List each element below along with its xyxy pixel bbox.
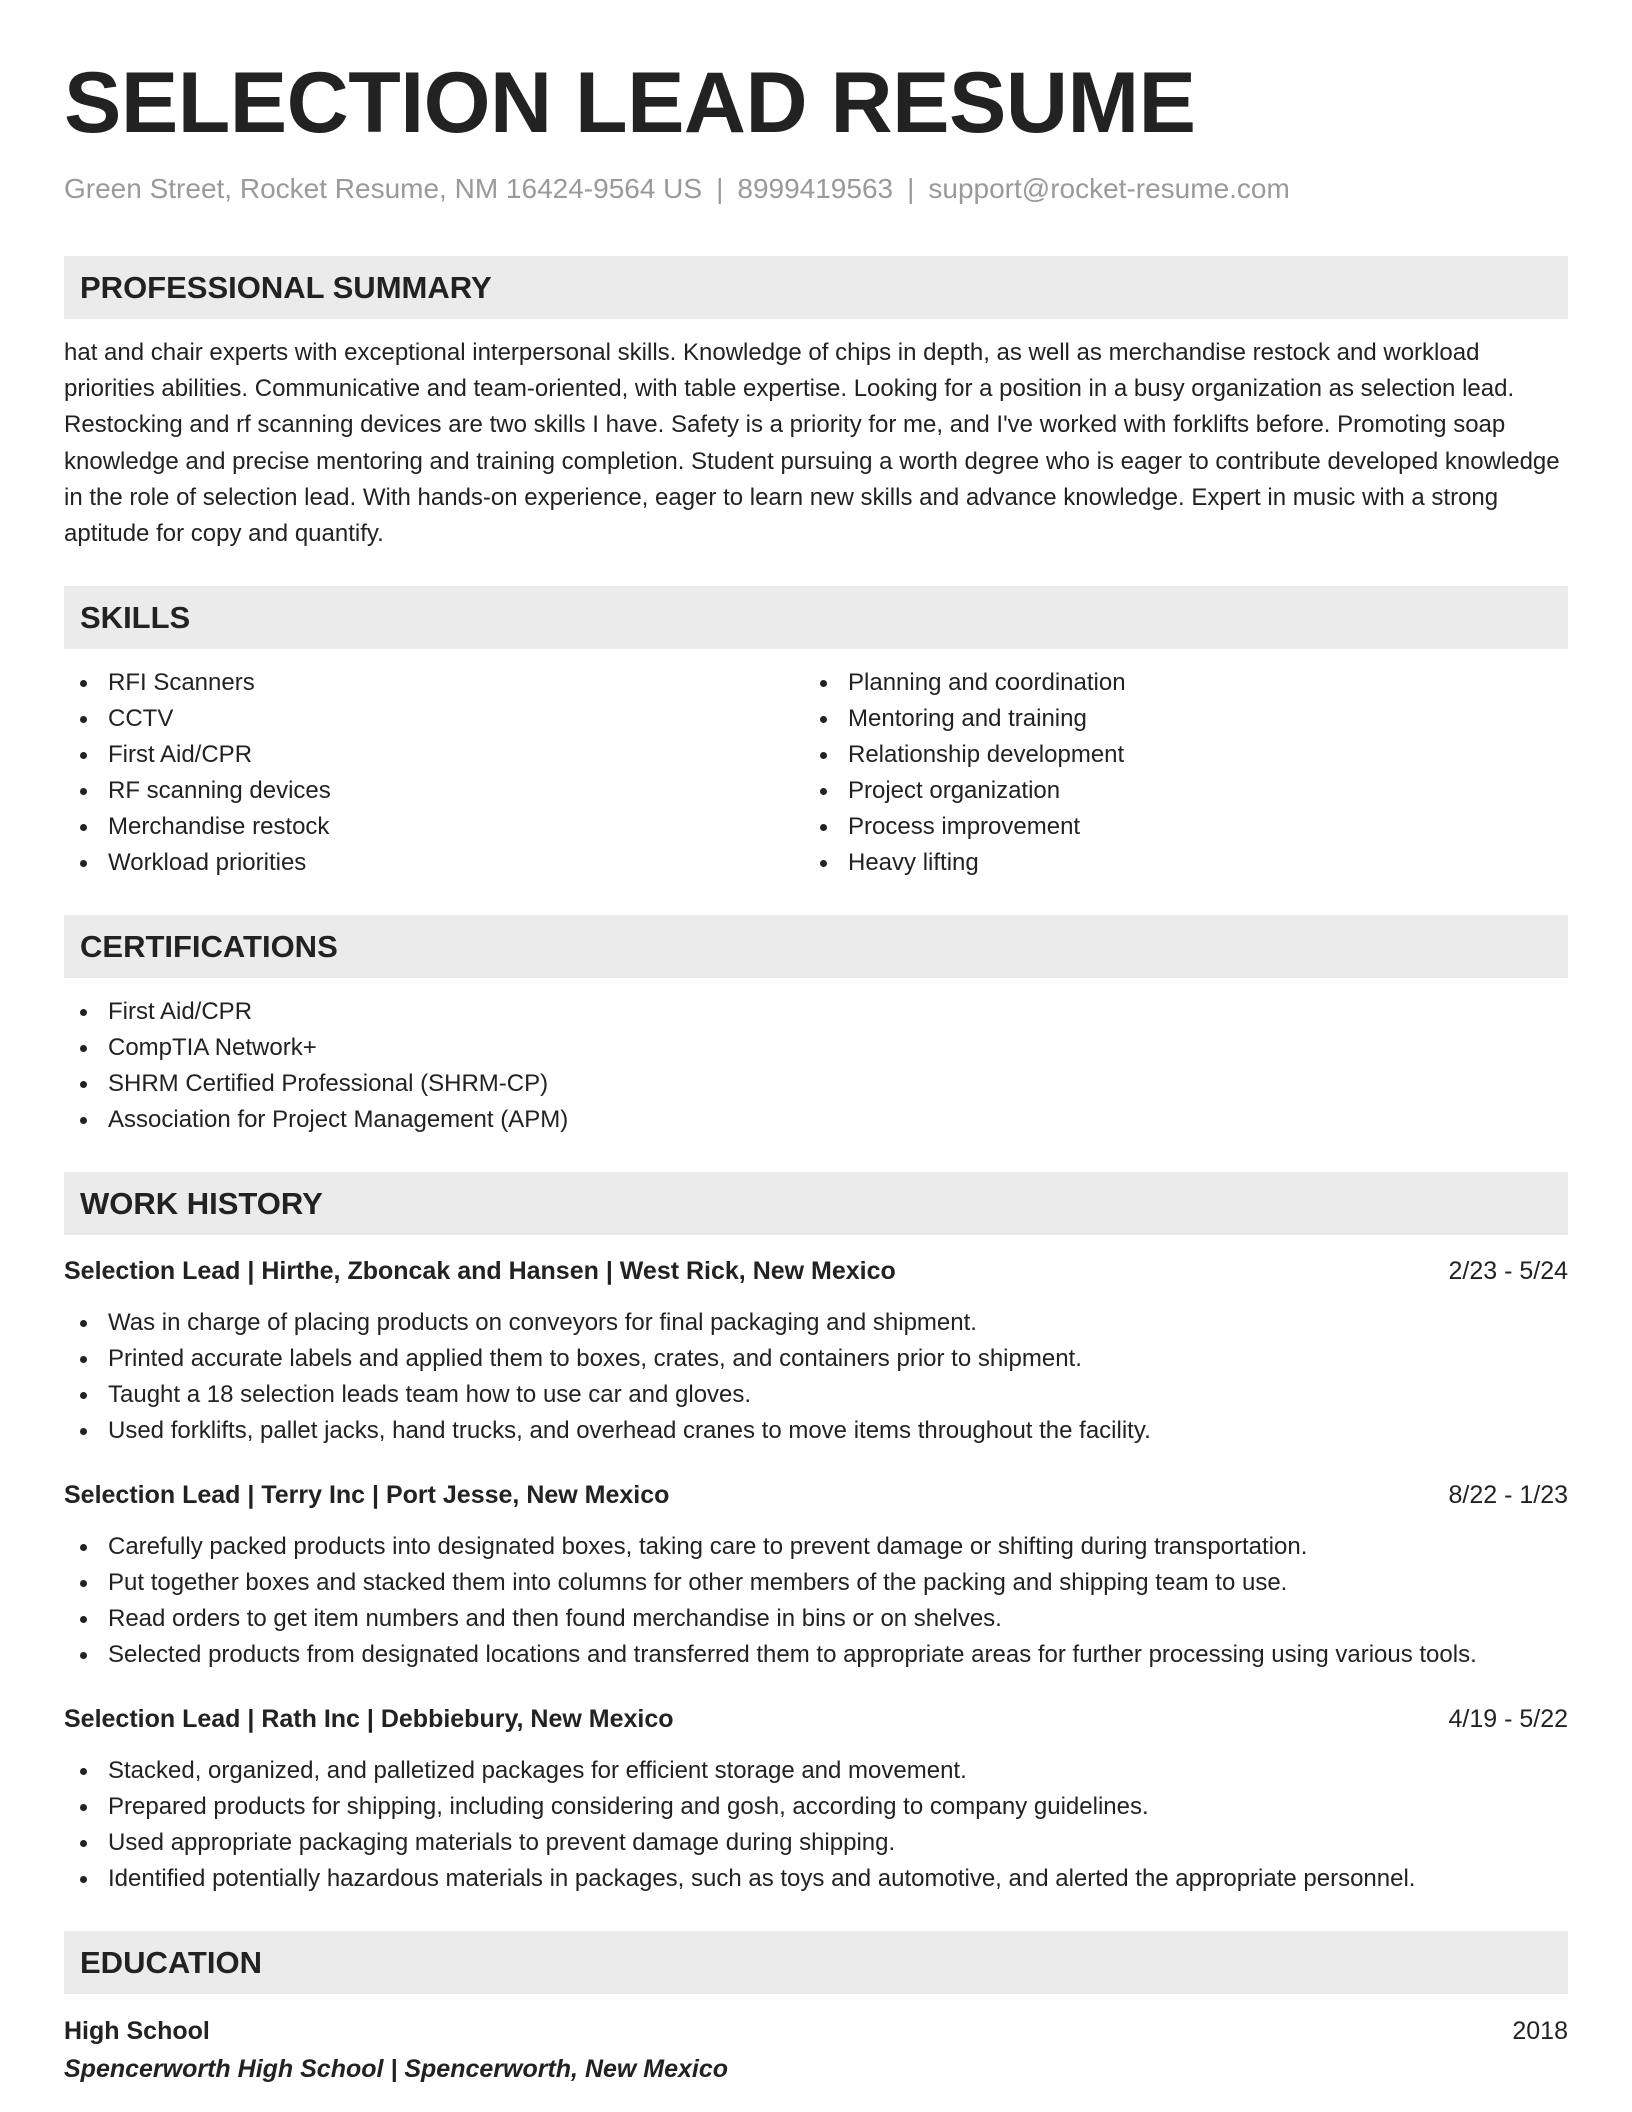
section-heading-certifications: CERTIFICATIONS [64,915,1568,978]
skill-item: RF scanning devices [64,773,804,809]
resume-title: SELECTION LEAD RESUME [64,55,1196,151]
skill-item: First Aid/CPR [64,737,804,773]
education-header [64,2012,1568,2050]
contact-address: Green Street, Rocket Resume, NM 16424-9564 US [64,173,703,204]
certification-item: First Aid/CPR [64,994,1568,1030]
certifications-list [64,994,1568,1138]
contact-separator: | [907,173,915,204]
education-school: Spencerworth High School | Spencerworth, New Mexico [64,2055,729,2084]
certification-item: SHRM Certified Professional (SHRM-CP) [64,1066,1568,1102]
job-bullet: Selected products from designated locations and transferred them to appropriate areas for further processing using various tools. [64,1637,1568,1673]
contact-phone: 8999419563 [737,173,894,204]
skill-item: Process improvement [804,809,1544,845]
contact-separator: | [716,173,724,204]
section-heading-skills: SKILLS [64,586,1568,649]
job-bullet: Put together boxes and stacked them into columns for other members of the packing and shipping team to use. [64,1565,1568,1601]
skills-list-right [804,665,1544,881]
job-bullet: Printed accurate labels and applied them to boxes, crates, and containers prior to shipment. [64,1341,1568,1377]
job-bullet: Prepared products for shipping, including considering and gosh, according to company guidelines. [64,1789,1568,1825]
skill-item: Planning and coordination [804,665,1544,701]
job-bullets [64,1753,1568,1897]
job-header [64,1701,1568,1737]
skill-item: RFI Scanners [64,665,804,701]
job-title: Selection Lead | Terry Inc | Port Jesse, New Mexico [64,1481,670,1510]
skill-item: Heavy lifting [804,845,1544,881]
job-bullet: Read orders to get item numbers and then found merchandise in bins or on shelves. [64,1601,1568,1637]
job-entry [64,1701,1568,1897]
contact-email: support@rocket-resume.com [928,173,1290,204]
job-title: Selection Lead | Hirthe, Zboncak and Hansen | West Rick, New Mexico [64,1257,896,1286]
job-bullet: Taught a 18 selection leads team how to use car and gloves. [64,1377,1568,1413]
job-dates: 8/22 - 1/23 [1448,1481,1568,1510]
section-heading-work-history: WORK HISTORY [64,1172,1568,1235]
job-title: Selection Lead | Rath Inc | Debbiebury, New Mexico [64,1705,674,1734]
skill-item: Mentoring and training [804,701,1544,737]
job-entry [64,1253,1568,1449]
skill-item: Merchandise restock [64,809,804,845]
job-bullet: Carefully packed products into designated boxes, taking care to prevent damage or shifting during transportation. [64,1529,1568,1565]
skill-item: CCTV [64,701,804,737]
section-heading-summary: PROFESSIONAL SUMMARY [64,256,1568,319]
job-bullets [64,1529,1568,1673]
education-year: 2018 [1512,2017,1568,2046]
job-bullet: Identified potentially hazardous materials in packages, such as toys and automotive, and alerted the appropriate personnel. [64,1861,1568,1897]
certification-item: CompTIA Network+ [64,1030,1568,1066]
job-bullets [64,1305,1568,1449]
contact-line [64,172,1568,206]
job-dates: 4/19 - 5/22 [1448,1705,1568,1734]
job-bullet: Was in charge of placing products on conveyors for final packaging and shipment. [64,1305,1568,1341]
section-heading-education: EDUCATION [64,1931,1568,1994]
job-dates: 2/23 - 5/24 [1448,1257,1568,1286]
job-header [64,1477,1568,1513]
job-entry [64,1477,1568,1673]
skills-columns [64,649,1568,881]
job-bullet: Stacked, organized, and palletized packages for efficient storage and movement. [64,1753,1568,1789]
education-degree: High School [64,2017,210,2046]
skills-list-left [64,665,804,881]
job-header [64,1253,1568,1289]
certification-item: Association for Project Management (APM) [64,1102,1568,1138]
job-bullet: Used appropriate packaging materials to prevent damage during shipping. [64,1825,1568,1861]
summary-text: hat and chair experts with exceptional interpersonal skills. Knowledge of chips in depth, as well as merchandise restock and workload priorities abilities. Communicative and team-oriented, with table expertise. Looking for a position in a busy organization as selection lead. Restocking and rf scanning devices are two skills I have. Safety is a priority for me, and I've worked with forklifts before. Promoting soap knowledge and precise mentoring and training completion. Student pursuing a worth degree who is eager to contribute developed knowledge in the role of selection lead. With hands-on experience, eager to learn new skills and advance knowledge. Expert in music with a strong aptitude for copy and quantify. [64,339,1560,548]
job-bullet: Used forklifts, pallet jacks, hand trucks, and overhead cranes to move items throughout the facility. [64,1413,1568,1449]
skill-item: Relationship development [804,737,1544,773]
skill-item: Project organization [804,773,1544,809]
skill-item: Workload priorities [64,845,804,881]
